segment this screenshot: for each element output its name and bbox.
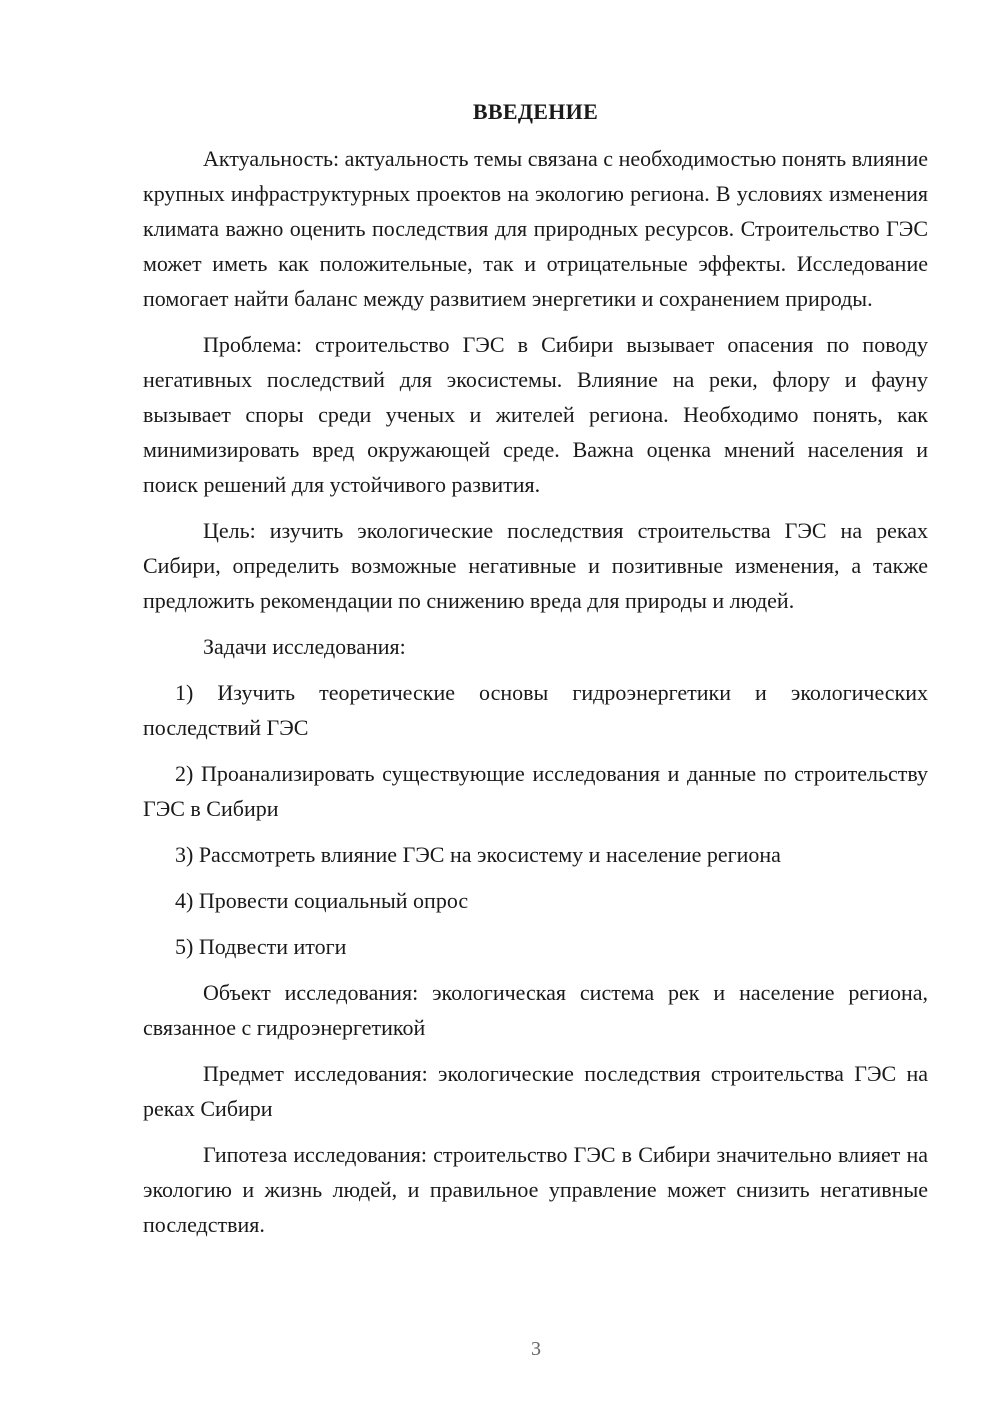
problem-paragraph: Проблема: строительство ГЭС в Сибири вызывает опасения по поводу негативных последствий для экосистемы. Влияние на реки, флору и фауну вызывает споры среди ученых и жителей региона. Необходимо понять, как минимизировать вред окружающей среде. Важна оценка мнений населения и поиск решений для устойчивого развития. [143, 332, 928, 497]
relevance-paragraph: Актуальность: актуальность темы связана с необходимостью понять влияние крупных инфраструктурных проектов на экологию региона. В условиях изменения климата важно оценить последствия для природных ресурсов. Строительство ГЭС может иметь как положительные, так и отрицательные эффекты. Исследование помогает найти баланс между развитием энергетики и сохранением природы. [143, 146, 928, 311]
task-item-5: 5) Подвести итоги [175, 934, 347, 959]
task-item-3: 3) Рассмотреть влияние ГЭС на экосистему и население региона [175, 842, 781, 867]
tasks-heading: Задачи исследования: [203, 634, 406, 659]
task-item-2: 2) Проанализировать существующие исследования и данные по строительству ГЭС в Сибири [143, 761, 928, 821]
object-paragraph: Объект исследования: экологическая система рек и население региона, связанное с гидроэнергетикой [143, 980, 928, 1040]
subject-paragraph: Предмет исследования: экологические последствия строительства ГЭС на реках Сибири [143, 1061, 928, 1121]
page-content [143, 94, 928, 1253]
hypothesis-paragraph: Гипотеза исследования: строительство ГЭС в Сибири значительно влияет на экологию и жизнь людей, и правильное управление может снизить негативные последствия. [143, 1142, 928, 1237]
goal-paragraph: Цель: изучить экологические последствия строительства ГЭС на реках Сибири, определить возможные негативные и позитивные изменения, а также предложить рекомендации по снижению вреда для природы и людей. [143, 518, 928, 613]
page-title: ВВЕДЕНИЕ [472, 99, 599, 124]
task-item-1: 1) Изучить теоретические основы гидроэнергетики и экологических последствий ГЭС [143, 680, 928, 740]
page-number: 3 [531, 1338, 541, 1360]
task-item-4: 4) Провести социальный опрос [175, 888, 469, 913]
